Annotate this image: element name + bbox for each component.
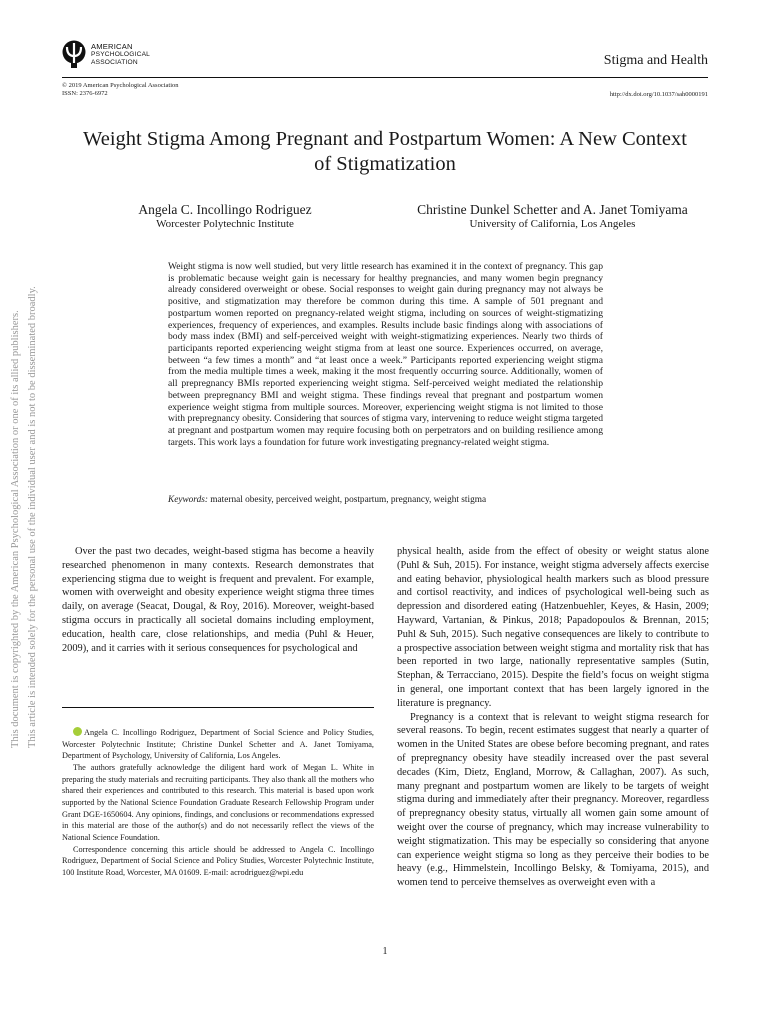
author-block-1	[100, 201, 350, 231]
journal-name: Stigma and Health	[603, 53, 708, 68]
orcid-icon[interactable]	[73, 727, 82, 736]
page-number: 1	[382, 946, 388, 957]
title-line-2: of Stigmatization	[314, 153, 456, 175]
author-affiliation: Worcester Polytechnic Institute	[156, 218, 294, 230]
keywords	[168, 494, 603, 506]
body-column-right	[397, 545, 709, 890]
publisher-name: AMERICAN PSYCHOLOGICAL ASSOCIATION	[91, 42, 151, 67]
author-footnotes	[62, 727, 374, 879]
keywords-list: maternal obesity, perceived weight, postpartum, pregnancy, weight stigma	[210, 495, 487, 505]
acknowledgment-paragraph: The authors gratefully acknowledge the diligent hard work of Megan L. White in preparing the study materials and recruiting participants. They also thank all the mothers who shared their experiences and contributed to this research. This material is based upon work supported by the National Science Foundation Graduate Research Fellowship Program under Grant DGE-1650604. Any opinions, findings, and conclusions or recommendations expressed in this material are those of the author(s) and do not necessarily reflect the views of the National Science Foundation.	[62, 762, 374, 842]
abstract: Weight stigma is now well studied, but very little research has examined it in the context of pregnancy. This gap is problematic because weight gain is necessary for healthy pregnancies, and many women begin pregnancy already considered overweight or obese. Social responses to weight gain during pregnancy may not always be positive, and stigmatization may therefore be common during this time. A sample of 501 pregnant and postpartum women reported on pregnancy-related weight stigma, including on sources of weight-stigmatizing experiences, frequency of experiences, and examples. Results include basic findings along with associations of body mass index (BMI) and self-perceived weight with weight-stigmatizing experiences. Nearly two thirds of participants reported experiencing weight stigma from at least one source. Experiences occurred, on average, between “a few times a month” and “at least once a week.” Participants reported experiencing weight stigma from the media multiple times a week, making it the most frequently occurring source. Additionally, women of all prepregnancy BMIs reported experiencing weight stigma. Self-perceived weight mediated the relationship between prepregnancy BMI and weight stigma. These findings reveal that pregnant and postpartum women experience weight stigma from multiple sources. Moreover, experiencing weight stigma is not limited to those with prepregnancy obesity. Considering that sources of stigma vary, intervening to reduce weight stigma targeted at pregnant and postpartum women may require focusing both on perpetrators and on building resilience among targets. This work lays a foundation for future work investigating pregnancy-related weight stigma.	[168, 261, 603, 448]
issn-line: ISSN: 2376-6972	[62, 90, 108, 97]
copyright-block	[62, 82, 179, 98]
author-name: Christine Dunkel Schetter and A. Janet Tomiyama	[417, 202, 688, 217]
doi-link[interactable]: http://dx.doi.org/10.1037/sah0000191	[609, 91, 708, 98]
author-note-paragraph	[62, 727, 374, 762]
side-copyright-notice-line1: This document is copyrighted by the American Psychological Association or one of its allied publishers.	[10, 310, 21, 748]
author-affiliation: University of California, Los Angeles	[469, 218, 636, 230]
footnote-rule	[62, 707, 374, 708]
psi-logo-icon	[62, 40, 86, 68]
correspondence-paragraph: Correspondence concerning this article should be addressed to Angela C. Incollingo Rodriguez, Department of Social Science and Policy Studies, Worcester Polytechnic Institute, 100 Institute Road, Worcester, MA 01609. E-mail: acrodriguez@wpi.edu	[62, 844, 374, 877]
side-copyright-notice-line2: This article is intended solely for the personal use of the individual user and is not to be disseminated broadly.	[27, 286, 38, 748]
keywords-label: Keywords:	[168, 495, 208, 505]
copyright-line: © 2019 American Psychological Association	[62, 82, 179, 89]
author-name: Angela C. Incollingo Rodriguez	[138, 202, 312, 217]
body-column-left	[62, 545, 374, 655]
body-paragraph: Pregnancy is a context that is relevant to weight stigma research for several reasons. To begin, recent estimates suggest that nearly a quarter of women in the United States are obese before becoming pregnant, and rates of prepregnancy obesity have steadily increased over the past several decades (Kim, Dietz, England, Morrow, & Callaghan, 2007). As such, many pregnant and postpartum women are likely to be targets of weight stigma during and immediately after their pregnancy. Moreover, regardless of prepregnancy obesity status, virtually all women gain some amount of weight over the course of pregnancy, which may increase vulnerability to weight stigmatization. This may be especially so considering that anyone can experience weight stigma so long as they perceive their bodies to be heavy (e.g., Himmelstein, Incollingo Belsky, & Tomiyama, 2015), and women tend to perceive themselves as overweight even with a	[397, 711, 709, 889]
body-paragraph: Over the past two decades, weight-based stigma has become a heavily researched phenomenon in many contexts. Research demonstrates that experiencing stigma due to weight is frequent and prevalent. For example, women with overweight and obesity experience weight stigma three times daily, on average (Seacat, Dougal, & Roy, 2016). Moreover, weight-based stigma occurs in practically all societal domains including employment, education, health care, close relationships, and media (Puhl & Heuer, 2009), and it carries with it serious consequences for psychological and	[62, 546, 374, 654]
article-title	[40, 127, 730, 177]
body-paragraph: physical health, aside from the effect of obesity or weight status alone (Puhl & Suh, 2015). For instance, weight stigma adversely affects exercise and eating behavior, physiological health markers such as blood pressure and cortisol reactivity, and indices of psychological well-being such as depression and disordered eating (Hatzenbuehler, Keyes, & Hasin, 2009; Hayward, Vartanian, & Pinkus, 2018; Papadopoulos & Brennan, 2015; Puhl & Suh, 2015). Such negative consequences are likely to contribute to a prospective association between weight stigma and mortality risk that has been reported in two large, nationally representative samples (Sutin, Stephan, & Terracciano, 2015). Despite the field’s focus on weight stigma in general, one important context that has been largely ignored in the literature is pregnancy.	[397, 546, 709, 709]
title-line-1: Weight Stigma Among Pregnant and Postpartum Women: A New Context	[83, 128, 687, 150]
author-block-2	[390, 201, 715, 231]
apa-logo	[62, 40, 182, 72]
header-rule	[62, 77, 708, 78]
author-note-text: Angela C. Incollingo Rodriguez, Department of Social Science and Policy Studies, Worcester Polytechnic Institute; Christine Dunkel Schetter and A. Janet Tomiyama, Department of Psychology, University of California, Los Angeles.	[62, 728, 374, 761]
